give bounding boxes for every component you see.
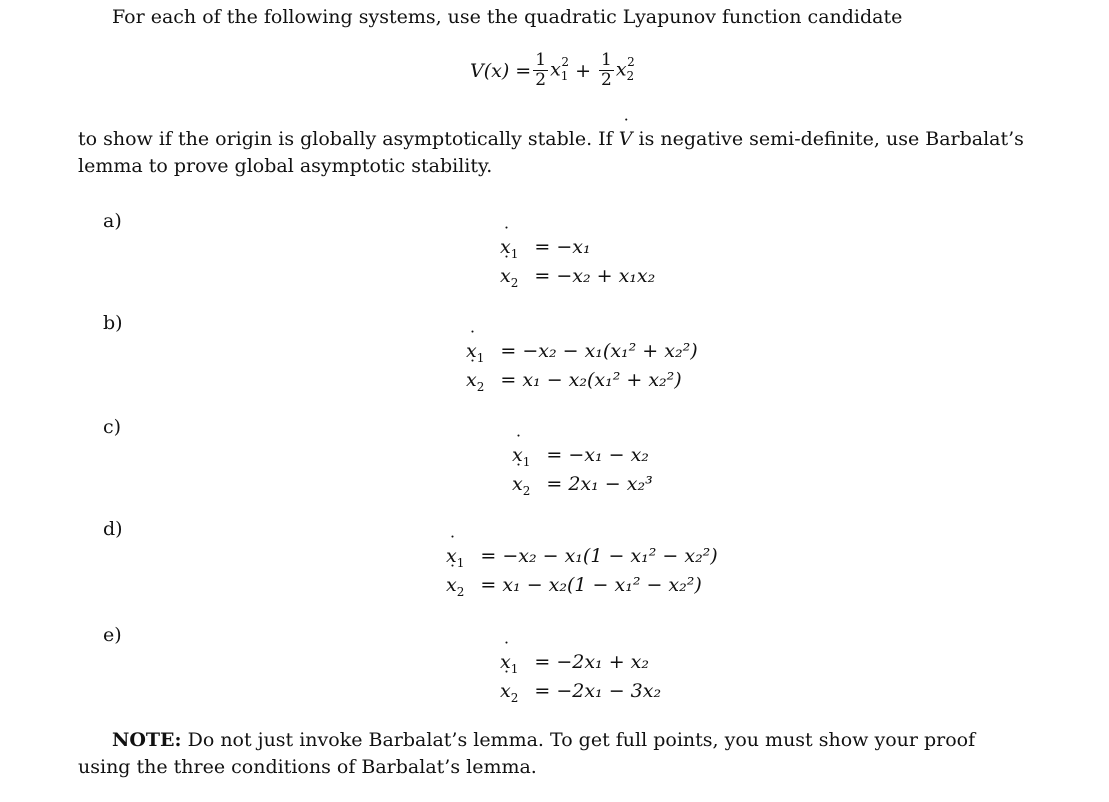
note-line-2 xyxy=(78,756,537,778)
note-text-2: using the three conditions of Barbalat’s lemma. xyxy=(78,756,537,778)
equation-rhs: = x₁ − x₂(1 − x₁² − x₂²) xyxy=(480,573,702,596)
equation-row xyxy=(466,340,698,365)
lyapunov-term-x2: $x_2^2$ xyxy=(615,55,635,84)
equation-rhs: = −2x₁ + x₂ xyxy=(534,651,649,673)
intro-text-2b: is negative semi-definite, use Barbalat’s xyxy=(638,128,1024,150)
part-a-system xyxy=(500,236,655,290)
equation-rhs: = −2x₁ − 3x₂ xyxy=(534,679,662,702)
equation-rhs: = 2x₁ − x₂³ xyxy=(546,472,653,495)
lyapunov-plus: + xyxy=(575,59,591,82)
lyapunov-term-x1: $x_1^2$ xyxy=(550,55,570,84)
x1-dot: $x_1$ ˙ xyxy=(500,236,518,261)
equation-row xyxy=(512,473,653,498)
equation-rhs: = x₁ − x₂(x₁² + x₂²) xyxy=(500,368,682,391)
intro-text-3: lemma to prove global asymptotic stability. xyxy=(78,155,493,177)
intro-line-1 xyxy=(112,6,902,28)
part-c-label: c) xyxy=(103,416,122,438)
equation-rhs: = −x₂ − x₁(1 − x₁² − x₂²) xyxy=(480,545,718,567)
x1-dot: $x_1$ ˙ xyxy=(446,545,464,570)
fraction-half-2 xyxy=(599,52,614,89)
note-label: NOTE: xyxy=(112,729,182,751)
note-line-1 xyxy=(112,729,975,751)
x2-dot: $x_2$ ˙ xyxy=(512,473,530,498)
part-d-label: d) xyxy=(103,518,123,540)
equation-row xyxy=(466,369,698,394)
part-e-system xyxy=(500,651,661,705)
equation-rhs: = −x₁ xyxy=(534,236,591,258)
equation-rhs: = −x₂ − x₁(x₁² + x₂²) xyxy=(500,340,698,362)
fraction-denominator: 2 xyxy=(600,70,612,90)
equation-row xyxy=(500,651,661,676)
equation-rhs: = −x₂ + x₁x₂ xyxy=(534,264,656,287)
fraction-numerator: 1 xyxy=(600,50,612,70)
x1-dot: $x_1$ ˙ xyxy=(466,340,484,365)
lyapunov-equation xyxy=(470,52,635,89)
part-c-system xyxy=(512,444,653,498)
intro-line-2 xyxy=(78,128,1024,150)
fraction-numerator: 1 xyxy=(535,50,547,70)
note-text-1: Do not just invoke Barbalat’s lemma. To get full points, you must show your proof xyxy=(187,729,976,751)
intro-text-2a: to show if the origin is globally asymptotically stable. If xyxy=(78,128,613,150)
intro-line-3 xyxy=(78,155,492,177)
part-a-label: a) xyxy=(103,210,122,232)
x2-dot: $x_2$ ˙ xyxy=(446,574,464,599)
equation-rhs: = −x₁ − x₂ xyxy=(546,444,649,466)
part-e-label: e) xyxy=(103,624,122,646)
part-b-system xyxy=(466,340,698,394)
fraction-denominator: 2 xyxy=(535,70,547,90)
equation-row xyxy=(512,444,653,469)
equation-row xyxy=(500,680,661,705)
v-dot-symbol: V ˙ xyxy=(619,128,633,150)
x2-dot: $x_2$ ˙ xyxy=(500,680,518,705)
intro-text-1: For each of the following systems, use the quadratic Lyapunov function candidate xyxy=(112,6,903,28)
x1-dot: $x_1$ ˙ xyxy=(512,444,530,469)
lyapunov-lhs: V(x) = xyxy=(470,59,532,82)
fraction-half-1 xyxy=(533,52,548,89)
part-d-system xyxy=(446,545,718,599)
equation-row xyxy=(500,236,655,261)
x2-dot: $x_2$ ˙ xyxy=(466,369,484,394)
part-b-label: b) xyxy=(103,312,123,334)
equation-row xyxy=(500,265,655,290)
equation-row xyxy=(446,545,718,570)
equation-row xyxy=(446,574,718,599)
x2-dot: $x_2$ ˙ xyxy=(500,265,518,290)
x1-dot: $x_1$ ˙ xyxy=(500,651,518,676)
